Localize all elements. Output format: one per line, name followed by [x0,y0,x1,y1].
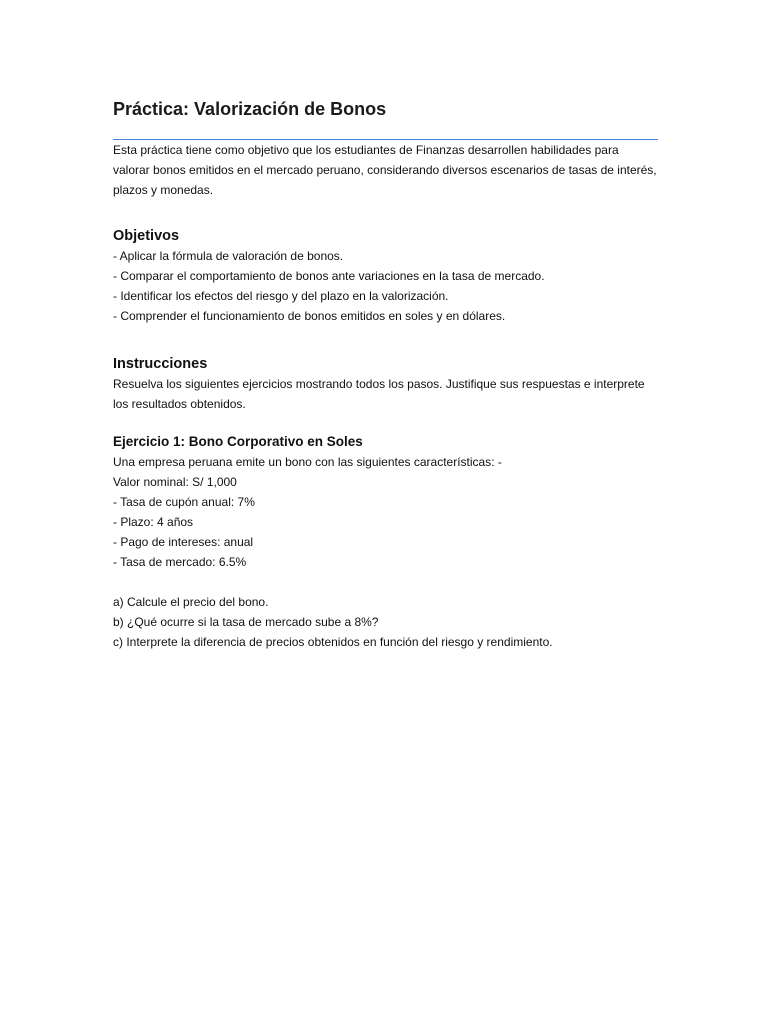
exercise1-questions [113,592,658,652]
objectives-heading: Objetivos [113,228,180,244]
exercise1-heading: Ejercicio 1: Bono Corporativo en Soles [113,434,363,449]
question-item: a) Calcule el precio del bono. [113,595,269,609]
list-item: Una empresa peruana emite un bono con las siguientes características: - [113,455,502,469]
list-item: - Comparar el comportamiento de bonos ante variaciones en la tasa de mercado. [113,269,545,283]
list-item: - Aplicar la fórmula de valoración de bonos. [113,249,344,263]
instructions-section [113,354,658,652]
instructions-text: Resuelva los siguientes ejercicios mostrando todos los pasos. Justifique sus respuestas e interprete los resultados obtenidos. [113,377,645,411]
list-item: - Comprender el funcionamiento de bonos emitidos en soles y en dólares. [113,309,506,323]
intro-paragraph: Esta práctica tiene como objetivo que los estudiantes de Finanzas desarrollen habilidades para valorar bonos emitidos en el mercado peruano, considerando diversos escenarios de tasas de interés, plazos y monedas. [113,143,657,197]
list-item: - Tasa de cupón anual: 7% [113,495,255,509]
question-item: b) ¿Qué ocurre si la tasa de mercado sube a 8%? [113,615,379,629]
page-title: Práctica: Valorización de Bonos [113,99,387,119]
objectives-section [113,226,658,326]
question-item: c) Interprete la diferencia de precios obtenidos en función del riesgo y rendimiento. [113,635,553,649]
list-item: - Plazo: 4 años [113,515,194,529]
exercise1-details [113,452,658,572]
objectives-list [113,246,658,326]
list-item: - Tasa de mercado: 6.5% [113,555,247,569]
list-item: - Pago de intereses: anual [113,535,254,549]
document-page [113,96,658,652]
list-item: - Identificar los efectos del riesgo y del plazo en la valorización. [113,289,449,303]
instructions-heading: Instrucciones [113,356,208,372]
list-item: Valor nominal: S/ 1,000 [113,475,237,489]
